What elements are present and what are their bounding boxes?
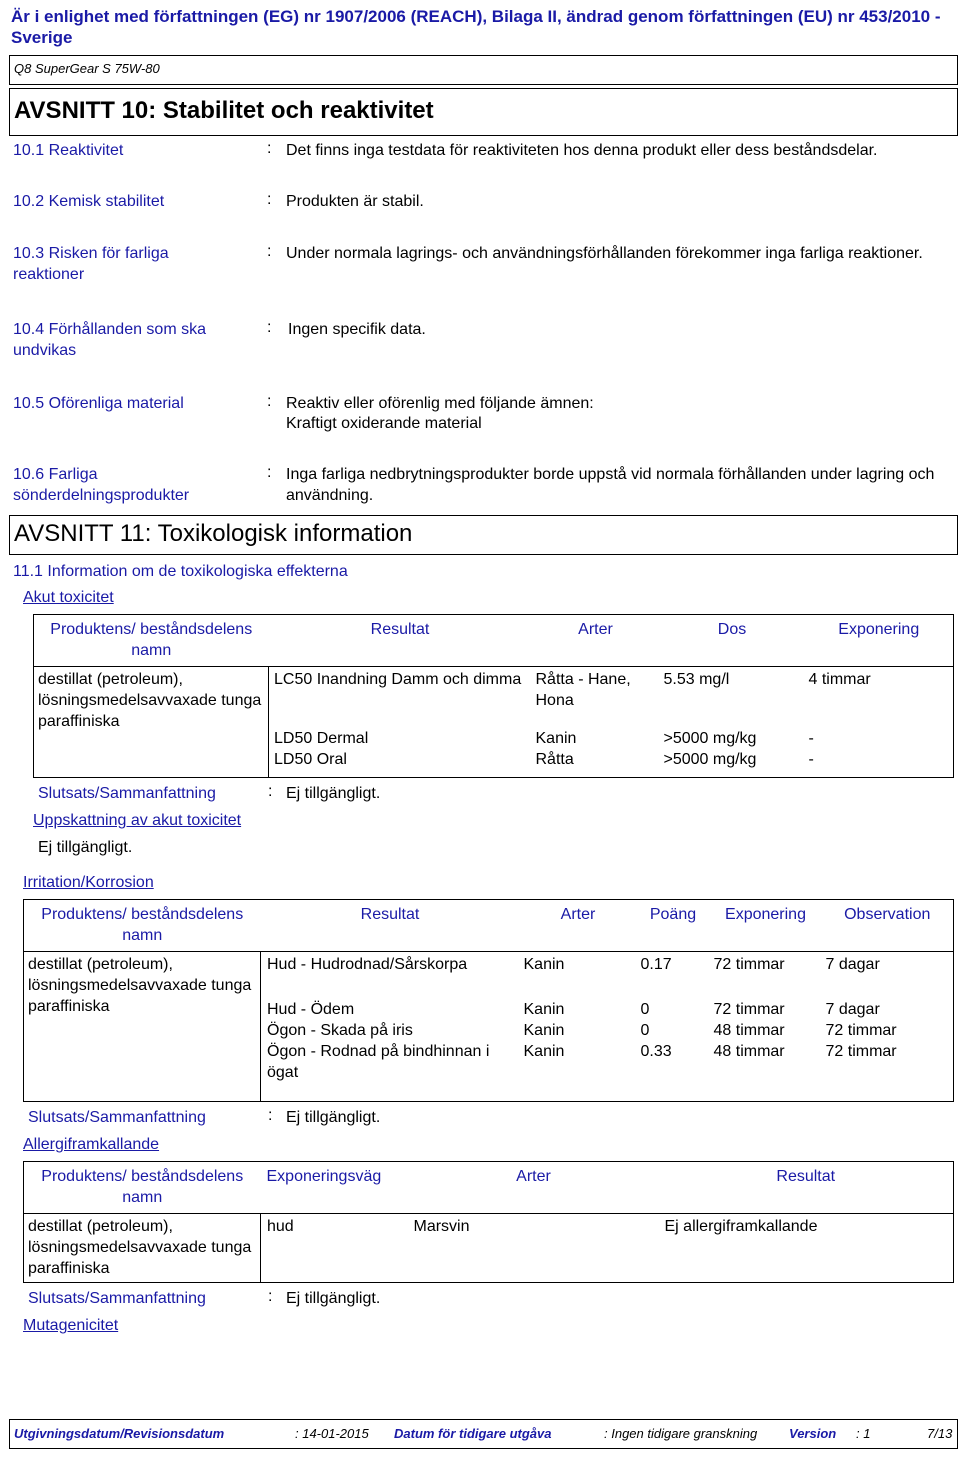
allergy-header-species: Arter — [516, 1168, 551, 1185]
table-cell-text: 48 timmar — [713, 1042, 785, 1060]
footer-version-label: Version — [789, 1426, 837, 1441]
irritation-summary-value: Ej tillgängligt. — [286, 1109, 381, 1126]
acute-header-dose: Dos — [717, 621, 747, 638]
colon: : — [268, 1107, 273, 1124]
table-cell-text: Kanin — [523, 1021, 565, 1039]
item-10-5-label: 10.5 Oförenliga material — [13, 395, 184, 412]
footer-page-number: 7/13 — [927, 1426, 953, 1441]
footer-prev-label: Datum för tidigare utgåva — [394, 1426, 552, 1441]
table-cell-text: 72 timmar — [825, 1021, 897, 1039]
footer-date-value: : 14-01-2015 — [295, 1426, 369, 1441]
table-cell-text: Råtta — [535, 750, 574, 768]
allergy-summary-value: Ej tillgängligt. — [286, 1290, 381, 1307]
page-footer — [9, 1419, 958, 1449]
irritation-table — [23, 899, 954, 1102]
table-cell-text: 0 — [640, 1000, 650, 1018]
table-cell — [532, 718, 660, 778]
footer-prev-value: : Ingen tidigare granskning — [604, 1426, 758, 1441]
table-cell: Kanin — [520, 952, 637, 981]
table-cell: LC50 Inandning Damm och dimma — [269, 667, 532, 718]
table-cell — [660, 718, 805, 778]
acute-estimate-heading: Uppskattning av akut toxicitet — [33, 812, 242, 829]
section-11-title-text: AVSNITT 11: Toxikologisk information — [14, 520, 413, 547]
table-cell-text: >5000 mg/kg — [663, 729, 757, 747]
table-cell-text: Ögon - Rodnad på bindhinnan i ögat — [267, 1042, 490, 1081]
table-cell: 0.17 — [637, 952, 710, 981]
table-cell: Ej allergiframkallande — [659, 1214, 954, 1283]
irritation-heading: Irritation/Korrosion — [23, 874, 154, 891]
irritation-header-exposure: Exponering — [725, 906, 806, 923]
table-cell-text: 0 — [640, 1021, 650, 1039]
table-cell-text: Kanin — [523, 1000, 565, 1018]
acute-header-species: Arter — [578, 621, 613, 638]
table-cell-text: 7 dagar — [825, 1000, 880, 1018]
section-10-title — [9, 88, 958, 136]
table-cell — [269, 718, 532, 778]
table-cell — [710, 981, 822, 1102]
irritation-substance: destillat (petroleum), lösningsmedelsavvaxade tunga paraffiniska — [24, 952, 261, 1102]
colon: : — [267, 393, 272, 410]
item-10-6-label: 10.6 Farliga sönderdelningsprodukter — [13, 466, 190, 504]
section-11-subtitle: 11.1 Information om de toxikologiska effekterna — [13, 563, 348, 580]
table-cell-text: 72 timmar — [825, 1042, 897, 1060]
item-10-3-value: Under normala lagrings- och användningsförhållanden förekommer inga farliga reaktioner. — [286, 245, 923, 262]
colon: : — [267, 191, 272, 208]
item-10-5-value: Reaktiv eller oförenlig med följande ämnen: — [286, 395, 594, 412]
allergy-table — [23, 1161, 954, 1283]
irritation-header-score: Poäng — [649, 906, 697, 923]
irritation-header-result: Resultat — [360, 906, 420, 923]
colon: : — [268, 783, 273, 800]
table-cell-text: Hud - Ödem — [267, 1000, 355, 1018]
table-cell — [822, 981, 954, 1102]
table-cell-text: >5000 mg/kg — [663, 750, 757, 768]
acute-header-name: Produktens/ beståndsdelens namn — [50, 621, 253, 659]
table-cell: Hud - Hudrodnad/Sårskorpa — [261, 952, 520, 981]
table-cell-text: - — [808, 750, 814, 768]
table-cell: 7 dagar — [822, 952, 954, 981]
acute-summary-value: Ej tillgängligt. — [286, 785, 381, 802]
irritation-header-name: Produktens/ beståndsdelens namn — [41, 906, 244, 944]
acute-summary-label: Slutsats/Sammanfattning — [38, 785, 216, 802]
table-cell: Råtta - Hane, Hona — [532, 667, 660, 718]
table-cell: 4 timmar — [805, 667, 954, 718]
item-10-4-value: Ingen specifik data. — [288, 321, 426, 338]
allergy-heading: Allergiframkallande — [23, 1136, 160, 1153]
table-cell-text: Kanin — [535, 729, 577, 747]
table-cell-text: 72 timmar — [713, 1000, 785, 1018]
acute-estimate-value: Ej tillgängligt. — [38, 839, 133, 856]
table-cell: Marsvin — [409, 1214, 659, 1283]
table-cell: hud — [261, 1214, 409, 1283]
table-cell — [261, 981, 520, 1102]
irritation-header-species: Arter — [560, 906, 596, 923]
item-10-6-value: Inga farliga nedbrytningsprodukter borde uppstå vid normala förhållanden under lagring och användning. — [286, 466, 935, 504]
colon: : — [267, 243, 272, 260]
allergy-header-name: Produktens/ beståndsdelens namn — [41, 1168, 244, 1206]
table-cell — [520, 981, 637, 1102]
section-10-title-text: AVSNITT 10: Stabilitet och reaktivitet — [14, 97, 434, 124]
footer-date-label: Utgivningsdatum/Revisionsdatum — [14, 1426, 225, 1441]
table-cell-text: LD50 Dermal — [274, 729, 369, 747]
colon: : — [267, 319, 272, 336]
table-cell-text: 0.33 — [640, 1042, 672, 1060]
colon: : — [267, 464, 272, 481]
footer-version-value: : 1 — [856, 1426, 871, 1441]
allergy-header-route: Exponeringsväg — [266, 1168, 382, 1185]
table-cell-text: Kanin — [523, 1042, 565, 1060]
acute-toxicity-heading: Akut toxicitet — [23, 589, 114, 606]
item-10-4-label: 10.4 Förhållanden som ska undvikas — [13, 321, 206, 359]
acute-header-result: Resultat — [370, 621, 430, 638]
table-cell: 5.53 mg/l — [660, 667, 805, 718]
colon: : — [268, 1288, 273, 1305]
table-cell-text: Ögon - Skada på iris — [267, 1021, 413, 1039]
product-name-box — [9, 55, 958, 85]
mutagenicity-heading: Mutagenicitet — [23, 1317, 119, 1334]
item-10-1-value: Det finns inga testdata för reaktiviteten hos denna produkt eller dess beståndsdelar. — [286, 142, 878, 159]
acute-substance: destillat (petroleum), lösningsmedelsavvaxade tunga paraffiniska — [34, 667, 269, 778]
irritation-summary-label: Slutsats/Sammanfattning — [28, 1109, 206, 1126]
document-header-title: Är i enlighet med författningen (EG) nr 1907/2006 (REACH), Bilaga II, ändrad genom författningen (EU) nr 453/2010 - Sverige — [11, 7, 941, 47]
allergy-summary-label: Slutsats/Sammanfattning — [28, 1290, 206, 1307]
table-cell — [637, 981, 710, 1102]
colon: : — [267, 140, 272, 157]
irritation-header-observation: Observation — [844, 906, 931, 923]
allergy-substance: destillat (petroleum), lösningsmedelsavvaxade tunga paraffiniska — [24, 1214, 261, 1283]
item-10-2-label: 10.2 Kemisk stabilitet — [13, 193, 165, 210]
table-cell-text: LD50 Oral — [274, 750, 347, 768]
item-10-5-value2: Kraftigt oxiderande material — [286, 415, 482, 432]
product-name: Q8 SuperGear S 75W-80 — [14, 61, 160, 76]
acute-toxicity-table — [33, 614, 954, 778]
item-10-2-value: Produkten är stabil. — [286, 193, 424, 210]
table-cell: 72 timmar — [710, 952, 822, 981]
table-cell-text: - — [808, 729, 814, 747]
item-10-1-label: 10.1 Reaktivitet — [13, 142, 124, 159]
allergy-header-result: Resultat — [776, 1168, 836, 1185]
acute-header-exposure: Exponering — [838, 621, 920, 638]
section-11-title — [9, 515, 958, 555]
table-cell — [805, 718, 954, 778]
table-cell-text: 48 timmar — [713, 1021, 785, 1039]
item-10-3-label: 10.3 Risken för farliga reaktioner — [13, 245, 169, 283]
